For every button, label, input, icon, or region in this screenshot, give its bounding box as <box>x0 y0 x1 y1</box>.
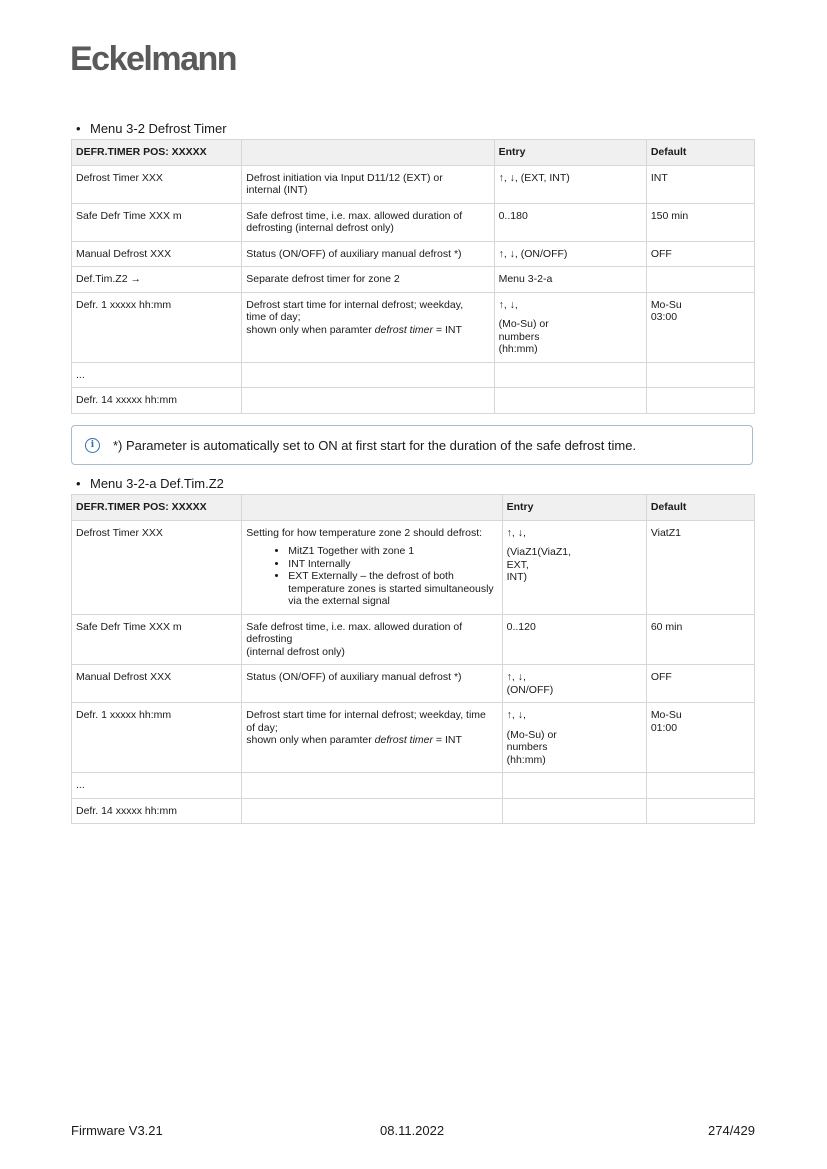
cell-entry: ↑, ↓, (Mo-Su) or numbers (hh:mm) <box>494 292 646 362</box>
cell-default: Mo-Su 01:00 <box>646 703 754 773</box>
table-row <box>72 362 755 388</box>
cell-default: INT <box>646 165 754 203</box>
section-title-text: Menu 3-2-a Def.Tim.Z2 <box>90 476 224 491</box>
table-header-row <box>72 495 755 521</box>
note-text: *) Parameter is automatically set to ON at first start for the duration of the safe defrost time. <box>113 437 637 453</box>
cell-default <box>646 267 754 293</box>
header-desc <box>242 495 502 521</box>
header-param: DEFR.TIMER POS: XXXXX <box>72 495 242 521</box>
cell-entry <box>502 773 646 799</box>
def-tim-z2-table <box>71 494 755 824</box>
info-note <box>71 425 753 465</box>
cell-entry <box>502 798 646 824</box>
cell-param: Manual Defrost XXX <box>72 241 242 267</box>
footer-page-number: 274/429 <box>708 1123 755 1138</box>
cell-desc: Defrost start time for internal defrost; weekday, time of day; shown only when paramter defrost timer = INT <box>242 703 502 773</box>
cell-param: Defrost Timer XXX <box>72 520 242 614</box>
cell-param: Safe Defr Time XXX m <box>72 614 242 665</box>
cell-param: ... <box>72 362 242 388</box>
table-row <box>72 614 755 665</box>
list-item: • MitZ1 Together with zone 1 <box>288 545 497 558</box>
cell-param: Manual Defrost XXX <box>72 665 242 703</box>
cell-entry: ↑, ↓, (EXT, INT) <box>494 165 646 203</box>
table-row <box>72 165 755 203</box>
cell-entry: 0..120 <box>502 614 646 665</box>
cell-param: Safe Defr Time XXX m <box>72 203 242 241</box>
table-row <box>72 388 755 414</box>
footer-date: 08.11.2022 <box>380 1123 445 1138</box>
list-item: • INT Internally <box>288 558 497 571</box>
cell-default: OFF <box>646 665 754 703</box>
table-row <box>72 703 755 773</box>
cell-desc: Separate defrost timer for zone 2 <box>242 267 494 293</box>
section-title-menu-3-2: • Menu 3-2 Defrost Timer <box>76 121 227 136</box>
cell-param: Defr. 1 xxxxx hh:mm <box>72 703 242 773</box>
cell-default <box>646 362 754 388</box>
footer-firmware: Firmware V3.21 <box>71 1123 163 1138</box>
cell-param: Defr. 14 xxxxx hh:mm <box>72 388 242 414</box>
defrost-timer-table <box>71 139 755 414</box>
cell-desc: Safe defrost time, i.e. max. allowed duration of defrosting (internal defrost only) <box>242 203 494 241</box>
cell-default: 150 min <box>646 203 754 241</box>
header-default: Default <box>646 140 754 166</box>
cell-entry: ↑, ↓, (ON/OFF) <box>494 241 646 267</box>
cell-default <box>646 773 754 799</box>
info-icon: i <box>85 438 100 453</box>
table-row <box>72 773 755 799</box>
cell-param: Defr. 1 xxxxx hh:mm <box>72 292 242 362</box>
header-entry: Entry <box>502 495 646 521</box>
cell-default: OFF <box>646 241 754 267</box>
cell-param: Defr. 14 xxxxx hh:mm <box>72 798 242 824</box>
cell-param: ... <box>72 773 242 799</box>
table-row <box>72 798 755 824</box>
cell-desc <box>242 388 494 414</box>
eckelmann-logo: Eckelmann <box>70 40 237 78</box>
cell-desc: Defrost initiation via Input D11/12 (EXT) or internal (INT) <box>242 165 494 203</box>
cell-entry <box>494 362 646 388</box>
cell-default: ViatZ1 <box>646 520 754 614</box>
table-row <box>72 241 755 267</box>
cell-default: Mo-Su 03:00 <box>646 292 754 362</box>
table-row <box>72 665 755 703</box>
cell-default <box>646 388 754 414</box>
cell-desc <box>242 362 494 388</box>
cell-desc <box>242 773 502 799</box>
cell-param: Defrost Timer XXX <box>72 165 242 203</box>
header-entry: Entry <box>494 140 646 166</box>
table-row <box>72 267 755 293</box>
list-item: • EXT Externally – the defrost of both temperature zones is started simultaneously via the external signal <box>288 570 497 608</box>
header-desc <box>242 140 494 166</box>
cell-desc: Defrost start time for internal defrost; weekday, time of day; shown only when paramter defrost timer = INT <box>242 292 494 362</box>
cell-desc: Safe defrost time, i.e. max. allowed duration of defrosting (internal defrost only) <box>242 614 502 665</box>
section-title-menu-3-2-a: • Menu 3-2-a Def.Tim.Z2 <box>76 476 224 491</box>
cell-entry: ↑, ↓, (ON/OFF) <box>502 665 646 703</box>
table-row <box>72 520 755 614</box>
cell-entry: ↑, ↓, (ViaZ1(ViaZ1, EXT, INT) <box>502 520 646 614</box>
cell-desc: Status (ON/OFF) of auxiliary manual defrost *) <box>242 241 494 267</box>
header-param: DEFR.TIMER POS: XXXXX <box>72 140 242 166</box>
cell-desc: Status (ON/OFF) of auxiliary manual defrost *) <box>242 665 502 703</box>
table-row <box>72 292 755 362</box>
cell-default: 60 min <box>646 614 754 665</box>
zone2-options-list <box>246 545 497 608</box>
table-header-row <box>72 140 755 166</box>
cell-entry: 0..180 <box>494 203 646 241</box>
cell-entry: Menu 3-2-a <box>494 267 646 293</box>
cell-entry: ↑, ↓, (Mo-Su) or numbers (hh:mm) <box>502 703 646 773</box>
cell-entry <box>494 388 646 414</box>
section-title-text: Menu 3-2 Defrost Timer <box>90 121 227 136</box>
cell-desc <box>242 798 502 824</box>
header-default: Default <box>646 495 754 521</box>
table-row <box>72 203 755 241</box>
cell-param: Def.Tim.Z2 → <box>72 267 242 293</box>
cell-default <box>646 798 754 824</box>
cell-desc: Setting for how temperature zone 2 should defrost: • MitZ1 Together with zone 1 • INT Internally • EXT Externally – the defrost of both temperature zones is started simultaneously via the external signal <box>242 520 502 614</box>
